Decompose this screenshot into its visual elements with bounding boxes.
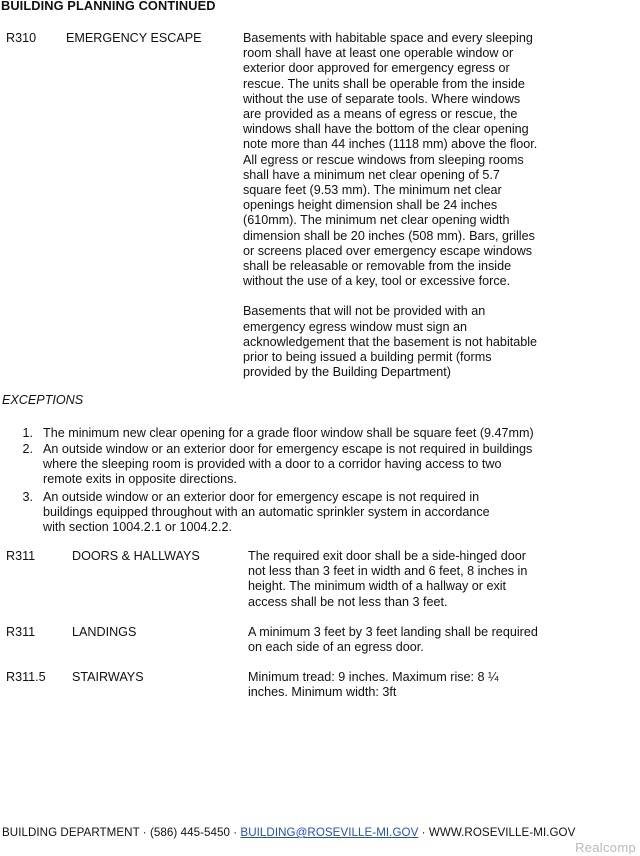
section-code-r311-5: R311.5 — [6, 670, 46, 684]
section-title-landings: LANDINGS — [72, 625, 137, 639]
footer-contact: BUILDING DEPARTMENT · (586) 445-5450 · BUILDING@ROSEVILLE-MI.GOV · WWW.ROSEVILLE-MI.GOV — [2, 826, 576, 839]
section-title-doors-hallways: DOORS & HALLWAYS — [72, 549, 200, 563]
r310-paragraph-1: Basements with habitable space and every sleeping room shall have at least one operable window or exterior door approved for emergency egress or rescue. The units shall be operable from the inside without the use of separate tools. Where windows are provided as a means of egress or rescue, the windows shall have the bottom of the clear opening note more than 44 inches (1118 mm) above the floor. All egress or rescue windows from sleeping rooms shall have a minimum net clear opening of 5.7 square feet (9.53 mm). The minimum net clear openings height dimension shall be 24 inches (610mm). The minimum net clear opening width dimension shall be 20 inches (508 mm). Bars, grilles or screens placed over emergency escape windows shall be releasable or removable from the inside without the use of a key, tool or excessive force. — [243, 31, 538, 289]
exception-item: The minimum new clear opening for a grade floor window shall be square feet (9.47mm) — [43, 426, 534, 440]
watermark-realcomp: Realcomp — [575, 840, 636, 855]
section-code-r310: R310 — [6, 31, 37, 45]
section-description-r310 — [243, 31, 638, 380]
exception-item: An outside window or an exterior door for emergency escape is not required in buildings where the sleeping room is provided with a door to a corridor having access to two remote exits in opposite directions. — [43, 442, 533, 487]
section-title-stairways: STAIRWAYS — [72, 670, 144, 684]
r310-paragraph-2: Basements that will not be provided with an emergency egress window must sign an acknowledgement that the basement is not habitable prior to being issued a building permit (forms provided by the Building Department) — [243, 304, 538, 380]
section-description-landings: A minimum 3 feet by 3 feet landing shall be required on each side of an egress door. — [248, 625, 538, 655]
footer-phone: (586) 445-5450 — [149, 826, 230, 839]
section-title-emergency-escape: EMERGENCY ESCAPE — [66, 31, 202, 45]
footer-department: BUILDING DEPARTMENT — [2, 826, 140, 839]
exception-number: 3. — [22, 490, 33, 504]
section-code-r311-landings: R311 — [6, 625, 36, 639]
exceptions-heading: EXCEPTIONS — [2, 393, 84, 407]
page-heading: BUILDING PLANNING CONTINUED — [1, 0, 216, 13]
section-code-r311: R311 — [6, 549, 36, 563]
exception-number: 1. — [22, 426, 33, 440]
exception-item: An outside window or an exterior door for emergency escape is not required in buildings equipped throughout with an automatic sprinkler system in accordance with section 1004.2.1 or 1004.2.2. — [43, 490, 490, 535]
exception-number: 2. — [22, 442, 33, 456]
footer-website: WWW.ROSEVILLE-MI.GOV — [428, 826, 576, 839]
footer-email-link[interactable]: BUILDING@ROSEVILLE-MI.GOV — [240, 826, 419, 839]
section-description-doors-hallways: The required exit door shall be a side-hinged door not less than 3 feet in width and 6 feet, 8 inches in height. The minimum width of a hallway or exit access shall be not less than 3 feet. — [248, 549, 528, 609]
section-description-stairways: Minimum tread: 9 inches. Maximum rise: 8 ¼ inches. Minimum width: 3ft — [248, 670, 499, 700]
